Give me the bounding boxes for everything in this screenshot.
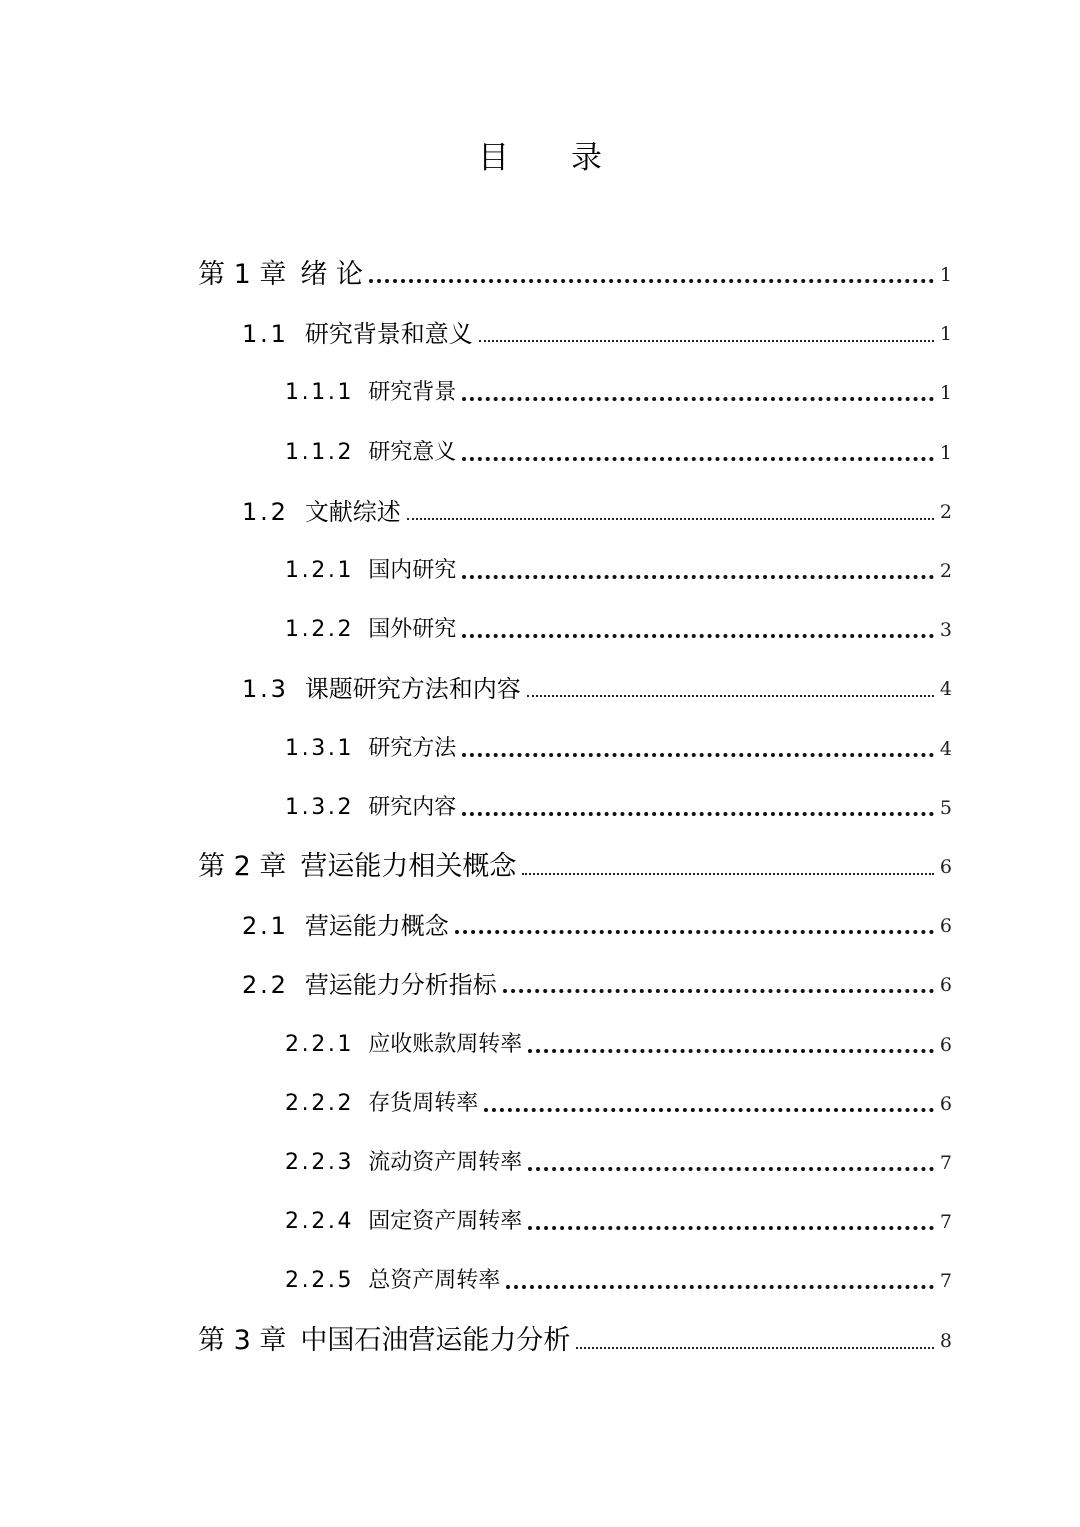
toc-entry-page-number: 7 xyxy=(939,1211,952,1234)
toc-entry-page-number: 6 xyxy=(939,915,952,938)
toc-entry-number: 1.1.2 xyxy=(285,439,355,465)
toc-entry[interactable] xyxy=(285,1063,952,1121)
toc-entry-label: 绪 论 xyxy=(300,259,363,290)
toc-entry-page-number: 6 xyxy=(939,856,952,878)
toc-entry-label: 固定资产周转率 xyxy=(368,1209,523,1235)
toc-entry-page-number: 5 xyxy=(939,796,952,819)
toc-entry-label: 国内研究 xyxy=(368,558,457,583)
toc-entry-number: 1.1.1 xyxy=(285,380,355,406)
toc-entry[interactable] xyxy=(198,1300,952,1358)
toc-entry[interactable] xyxy=(198,234,952,292)
toc-entry-page-number: 7 xyxy=(939,1152,952,1174)
toc-entry-number: 2.2 xyxy=(242,971,289,1000)
toc-entry-page-number: 4 xyxy=(939,737,952,760)
toc-entry-number: 1.1 xyxy=(242,320,289,349)
toc-title: 目 录 xyxy=(478,140,618,176)
toc-entry-number: 2.2.5 xyxy=(285,1268,355,1294)
toc-entry-page-number: 6 xyxy=(939,1092,952,1115)
toc-entry-number: 1.2.2 xyxy=(285,617,355,643)
toc-entry-number: 2.2.2 xyxy=(285,1090,355,1116)
toc-entry[interactable] xyxy=(242,471,952,529)
toc-entry[interactable] xyxy=(285,1181,952,1239)
toc-entry-page-number: 2 xyxy=(939,560,952,582)
toc-entry-number: 2.2.3 xyxy=(285,1150,355,1175)
toc-entry-label: 流动资产周转率 xyxy=(368,1150,523,1175)
toc-entry-page-number: 4 xyxy=(939,678,952,701)
toc-entry-label: 中国石油营运能力分析 xyxy=(300,1324,571,1356)
toc-entry-label: 研究背景和意义 xyxy=(304,320,473,349)
toc-dot-leader xyxy=(527,695,934,697)
toc-entry-label: 研究内容 xyxy=(368,794,457,820)
toc-entry-label: 营运能力分析指标 xyxy=(304,971,497,1000)
toc-entry-number: 1.2 xyxy=(242,497,289,526)
toc-dot-leader xyxy=(462,753,934,757)
toc-entry[interactable] xyxy=(285,1004,952,1062)
toc-entry-label: 总资产周转率 xyxy=(368,1268,501,1294)
toc-entry[interactable] xyxy=(285,1240,952,1298)
toc-entry-number: 第 1 章 xyxy=(198,259,287,290)
toc-entry-number: 1.2.1 xyxy=(285,558,355,583)
toc-dot-leader xyxy=(455,930,934,934)
toc-dot-leader xyxy=(528,1226,934,1230)
toc-entry[interactable] xyxy=(285,352,952,410)
toc-entry-number: 2.2.1 xyxy=(285,1031,355,1057)
toc-entry-page-number: 2 xyxy=(939,500,952,523)
toc-entry[interactable] xyxy=(285,412,952,470)
toc-dot-leader xyxy=(462,457,934,461)
toc-entry-number: 1.3.1 xyxy=(285,735,355,761)
toc-dot-leader xyxy=(528,1049,934,1053)
toc-dot-leader xyxy=(479,340,934,342)
toc-dot-leader xyxy=(484,1108,934,1112)
toc-entry-label: 存货周转率 xyxy=(368,1090,479,1116)
toc-dot-leader xyxy=(522,873,934,875)
toc-entry[interactable] xyxy=(285,1122,952,1180)
toc-entry[interactable] xyxy=(285,589,952,647)
toc-entry[interactable] xyxy=(242,885,952,943)
toc-entry-label: 营运能力相关概念 xyxy=(300,851,517,882)
toc-entry-label: 研究方法 xyxy=(368,735,457,761)
toc-entry-page-number: 6 xyxy=(939,974,952,997)
toc-entry-number: 1.3 xyxy=(242,675,289,704)
toc-entry-page-number: 1 xyxy=(939,264,952,286)
toc-dot-leader xyxy=(462,397,934,401)
toc-entry-page-number: 3 xyxy=(939,619,952,642)
toc-entry-label: 应收账款周转率 xyxy=(368,1031,523,1057)
toc-entry-page-number: 1 xyxy=(939,323,952,346)
toc-entry-page-number: 8 xyxy=(939,1329,952,1352)
toc-dot-leader xyxy=(369,279,934,283)
toc-dot-leader xyxy=(528,1167,934,1171)
toc-entry-number: 第 3 章 xyxy=(198,1324,287,1356)
toc-entry-number: 1.3.2 xyxy=(285,794,355,820)
toc-entry-page-number: 1 xyxy=(939,441,952,464)
toc-entry-number: 第 2 章 xyxy=(198,851,287,882)
toc-entry-page-number: 1 xyxy=(939,382,952,405)
toc-entry-label: 研究意义 xyxy=(368,439,457,465)
toc-entry[interactable] xyxy=(285,530,952,588)
toc-entry-page-number: 6 xyxy=(939,1033,952,1056)
toc-entry[interactable] xyxy=(242,293,952,351)
toc-entry[interactable] xyxy=(285,708,952,766)
toc-entry[interactable] xyxy=(242,648,952,706)
toc-entry-label: 文献综述 xyxy=(304,497,401,526)
toc-dot-leader xyxy=(462,812,934,816)
toc-entry-page-number: 7 xyxy=(939,1270,952,1293)
toc-dot-leader xyxy=(506,1285,934,1289)
toc-dot-leader xyxy=(462,634,934,638)
toc-entry[interactable] xyxy=(285,767,952,825)
toc-dot-leader xyxy=(407,518,934,520)
toc-dot-leader xyxy=(503,989,934,993)
toc-entry-number: 2.2.4 xyxy=(285,1209,355,1235)
toc-entry[interactable] xyxy=(198,826,952,884)
toc-dot-leader xyxy=(462,575,934,579)
toc-entry-label: 国外研究 xyxy=(368,617,457,643)
toc-entry-number: 2.1 xyxy=(242,912,289,941)
toc-entry-label: 营运能力概念 xyxy=(304,912,449,941)
toc-entry-label: 课题研究方法和内容 xyxy=(304,675,521,704)
toc-entry[interactable] xyxy=(242,944,952,1002)
toc-dot-leader xyxy=(576,1347,934,1349)
toc-entry-label: 研究背景 xyxy=(368,380,457,406)
